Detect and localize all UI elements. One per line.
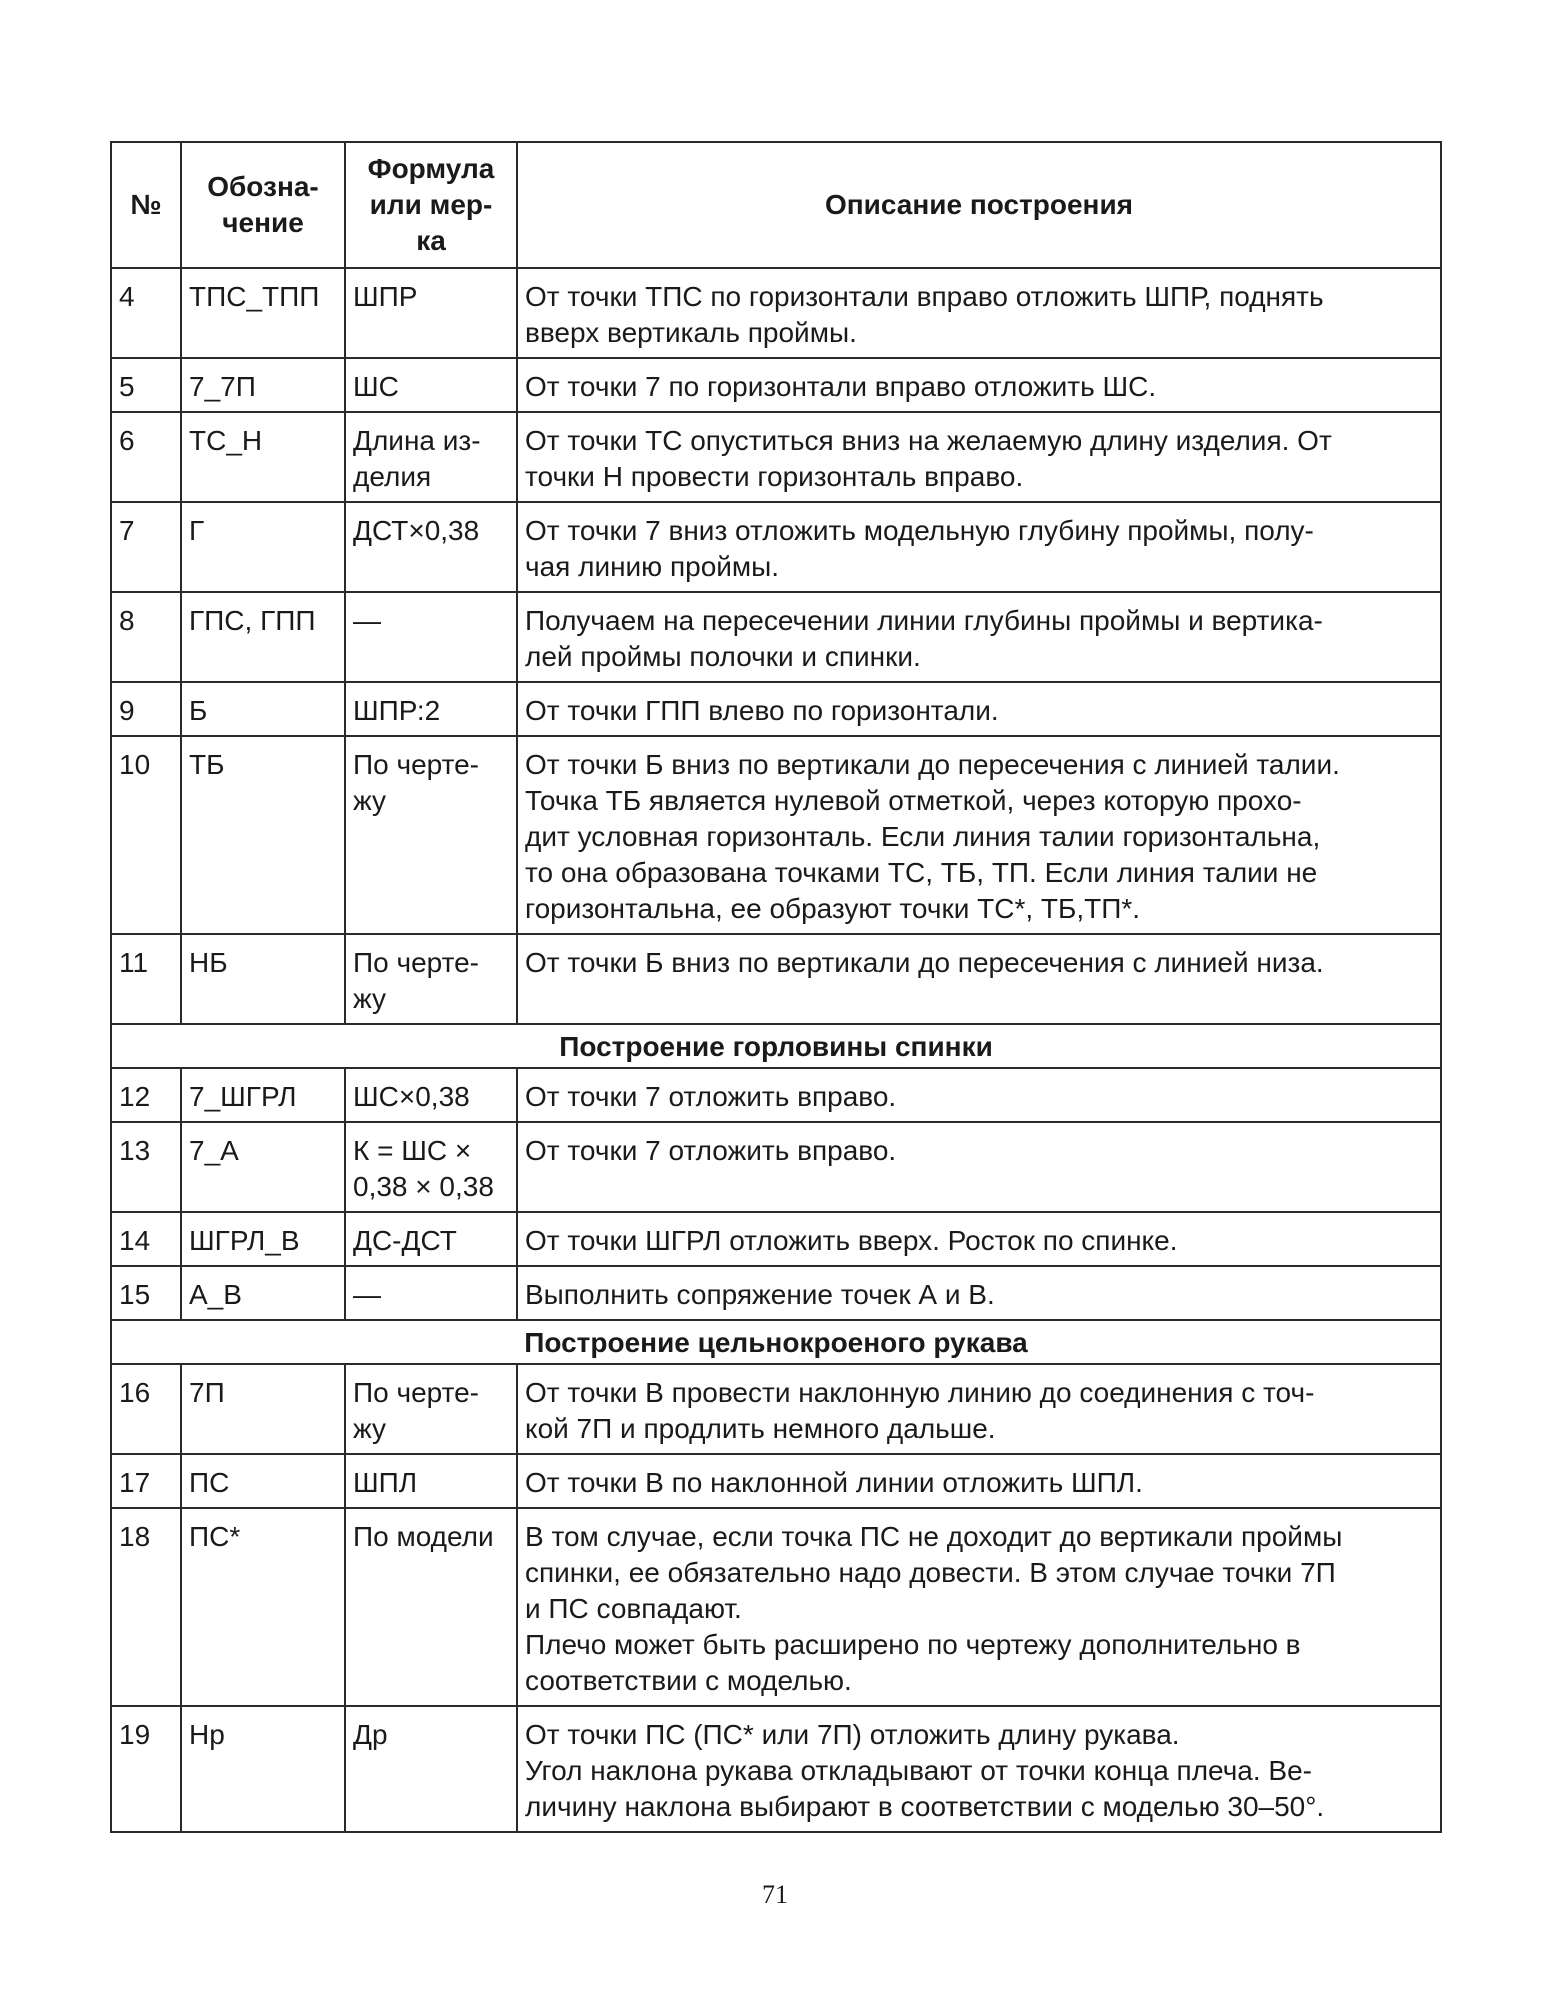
row-description [517,358,1441,412]
table-row [111,1706,1441,1832]
table-row [111,736,1441,934]
table-row [111,934,1441,1024]
row-designation-text: ПС* [189,1521,241,1552]
table-row [111,1454,1441,1508]
construction-table [110,141,1442,1833]
row-number [111,358,181,412]
row-description [517,592,1441,682]
table-row [111,592,1441,682]
row-number [111,1212,181,1266]
row-number-text: 10 [119,749,151,780]
section-title: Построение горловины спинки [111,1024,1441,1068]
row-description-text: От точки ШГРЛ отложить вверх. Росток по спинке. [525,1225,1178,1256]
row-description-text: От точки 7 отложить вправо. [525,1135,897,1166]
row-designation-text: ГПС, ГПП [189,605,316,636]
row-designation-text: ШГРЛ_В [189,1225,300,1256]
table-row [111,1122,1441,1212]
row-description [517,1364,1441,1454]
row-designation [181,1706,345,1832]
row-description-text: От точки Б вниз по вертикали до пересечения с линией низа. [525,947,1324,978]
row-description [517,1212,1441,1266]
row-number [111,268,181,358]
row-designation [181,934,345,1024]
row-designation-text: 7_7П [189,371,256,402]
row-number-text: 9 [119,695,135,726]
row-number-text: 8 [119,605,135,636]
row-number-text: 15 [119,1279,151,1310]
row-formula [345,682,517,736]
row-designation-text: 7П [189,1377,225,1408]
row-designation-text: НБ [189,947,228,978]
row-description [517,1454,1441,1508]
row-designation [181,502,345,592]
row-number-text: 4 [119,281,135,312]
table-row [111,1364,1441,1454]
row-number-text: 16 [119,1377,151,1408]
header-description: Описание построения [517,142,1441,268]
row-number [111,1068,181,1122]
row-formula-text: ШПР [353,281,418,312]
row-number [111,1454,181,1508]
table-row [111,1212,1441,1266]
row-formula [345,736,517,934]
row-description-text: Выполнить сопряжение точек А и В. [525,1279,995,1310]
row-designation-text: Г [189,515,205,546]
row-formula-text: Др [353,1719,388,1750]
row-designation-text: А_В [189,1279,242,1310]
row-number [111,502,181,592]
header-designation: Обозна- чение [181,142,345,268]
row-formula [345,1364,517,1454]
table-row [111,358,1441,412]
row-description-text: В том случае, если точка ПС не доходит до вертикали проймы спинки, ее обязательно надо довести. В этом случае точки 7П и ПС совпадают. Плечо может быть расширено по чертежу дополнительно в соответствии с моделью. [525,1521,1343,1696]
row-number [111,934,181,1024]
row-formula-text: — [353,1279,381,1310]
row-formula [345,1212,517,1266]
row-designation-text: ТПС_ТПП [189,281,320,312]
row-designation [181,268,345,358]
row-formula [345,1068,517,1122]
row-formula [345,268,517,358]
row-designation [181,682,345,736]
row-formula-text: По черте- жу [353,947,479,1014]
row-description [517,1266,1441,1320]
row-designation-text: ТС_Н [189,425,263,456]
table-row [111,268,1441,358]
row-number [111,736,181,934]
section-row [111,1024,1441,1068]
row-description-text: От точки 7 вниз отложить модельную глубину проймы, полу- чая линию проймы. [525,515,1314,582]
section-row [111,1320,1441,1364]
row-formula-text: ШПЛ [353,1467,418,1498]
row-description-text: Получаем на пересечении линии глубины проймы и вертика- лей проймы полочки и спинки. [525,605,1323,672]
row-number-text: 6 [119,425,135,456]
row-number-text: 19 [119,1719,151,1750]
row-description-text: От точки 7 отложить вправо. [525,1081,897,1112]
row-designation [181,1364,345,1454]
row-designation [181,592,345,682]
table-row [111,1068,1441,1122]
row-formula-text: ДС-ДСТ [353,1225,457,1256]
row-description [517,268,1441,358]
row-description-text: От точки В по наклонной линии отложить ШПЛ. [525,1467,1143,1498]
row-number-text: 12 [119,1081,151,1112]
row-formula [345,592,517,682]
row-description [517,1706,1441,1832]
row-formula-text: По черте- жу [353,749,479,816]
row-designation [181,1122,345,1212]
row-designation [181,1266,345,1320]
table-row [111,1508,1441,1706]
row-formula-text: По модели [353,1521,494,1552]
row-number [111,1508,181,1706]
row-designation [181,358,345,412]
row-formula [345,358,517,412]
row-designation [181,1212,345,1266]
row-formula-text: ШС [353,371,399,402]
header-formula: Формула или мер- ка [345,142,517,268]
row-description-text: От точки ТПС по горизонтали вправо отложить ШПР, поднять вверх вертикаль проймы. [525,281,1324,348]
row-designation-text: ТБ [189,749,225,780]
row-number [111,592,181,682]
row-description-text: От точки 7 по горизонтали вправо отложить ШС. [525,371,1157,402]
section-title: Построение цельнокроеного рукава [111,1320,1441,1364]
table-row [111,1266,1441,1320]
row-designation-text: Нр [189,1719,225,1750]
row-description [517,1068,1441,1122]
row-description [517,934,1441,1024]
row-formula [345,1266,517,1320]
row-description-text: От точки ГПП влево по горизонтали. [525,695,999,726]
row-number [111,1364,181,1454]
table-row [111,502,1441,592]
row-formula-text: К = ШС × 0,38 × 0,38 [353,1135,494,1202]
row-number-text: 17 [119,1467,151,1498]
row-number [111,682,181,736]
row-number [111,1706,181,1832]
row-number [111,412,181,502]
row-number-text: 11 [119,947,149,978]
row-number-text: 18 [119,1521,151,1552]
row-number [111,1266,181,1320]
row-description [517,412,1441,502]
row-designation [181,412,345,502]
row-description-text: От точки Б вниз по вертикали до пересечения с линией талии. Точка ТБ является нулевой отметкой, через которую прохо- дит условная горизонталь. Если линия талии горизонтальна, то она образована точками ТС, ТБ, ТП. Если линия талии не горизонтальна, ее образуют точки ТС*, ТБ,ТП*. [525,749,1340,924]
row-description-text: От точки ТС опуститься вниз на желаемую длину изделия. От точки Н провести горизонталь вправо. [525,425,1332,492]
row-description-text: От точки В провести наклонную линию до соединения с точ- кой 7П и продлить немного дальше. [525,1377,1315,1444]
row-formula [345,934,517,1024]
page-number: 71 [762,1880,788,1909]
row-formula [345,1454,517,1508]
row-designation-text: Б [189,695,208,726]
row-formula-text: ДСТ×0,38 [353,515,480,546]
row-number-text: 7 [119,515,135,546]
header-number: № [111,142,181,268]
row-designation-text: ПС [189,1467,230,1498]
row-formula-text: — [353,605,381,636]
row-formula-text: ШС×0,38 [353,1081,470,1112]
row-number [111,1122,181,1212]
table-row [111,412,1441,502]
row-formula-text: Длина из- делия [353,425,481,492]
row-formula [345,502,517,592]
row-formula [345,1122,517,1212]
row-formula-text: По черте- жу [353,1377,479,1444]
row-description [517,736,1441,934]
row-designation-text: 7_А [189,1135,239,1166]
row-formula-text: ШПР:2 [353,695,441,726]
row-number-text: 13 [119,1135,151,1166]
row-number-text: 5 [119,371,135,402]
row-description [517,1508,1441,1706]
row-formula [345,1706,517,1832]
table-body [111,268,1441,1832]
row-description-text: От точки ПС (ПС* или 7П) отложить длину рукава. Угол наклона рукава откладывают от точки конца плеча. Ве- личину наклона выбирают в соответствии с моделью 30–50°. [525,1719,1325,1822]
table-header-row [111,142,1441,268]
row-number-text: 14 [119,1225,151,1256]
row-designation-text: 7_ШГРЛ [189,1081,297,1112]
row-formula [345,412,517,502]
row-designation [181,1068,345,1122]
row-description [517,682,1441,736]
table-row [111,682,1441,736]
row-formula [345,1508,517,1706]
row-description [517,1122,1441,1212]
row-designation [181,736,345,934]
row-designation [181,1508,345,1706]
row-designation [181,1454,345,1508]
row-description [517,502,1441,592]
